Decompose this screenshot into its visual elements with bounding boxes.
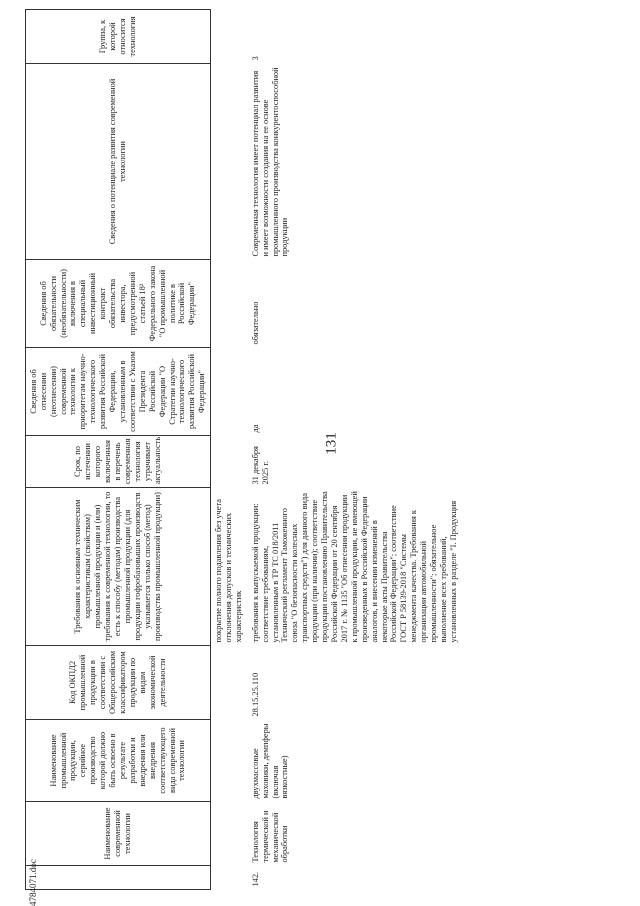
header-priority: Сведения об отнесении (неотнесении) современной технологии к приоритетам научно-технологического развития Российской Федерации, установленным в соответствии с Указом Президента Российской Федерации "О Стратегии научно-технологического развития Российской Федерации" (26, 348, 211, 436)
row-number: 142. (250, 871, 260, 887)
row-product: двухмассовые маховики, демпферы (включая вязкостные) (250, 723, 290, 799)
footer-filename: 4784071.doc (28, 859, 38, 906)
table-header-row (26, 10, 211, 890)
row-potential: Современная технология имеет потенциал развития и имеет возможности создания на ее основе промышленного производства конкурентоспособной продукции (250, 67, 290, 257)
row-okpd2: 28.15.25.110 (250, 672, 260, 717)
header-okpd2: Код ОКПД2 промышленной продукции в соответствии с Общероссийским классификатором продукции по видам экономической деятельности (26, 646, 211, 720)
continued-text: покрытие полного подавления без учета отклонения допусков и технических характеристик (214, 499, 243, 643)
row-term: 31 декабря 2025 г. (250, 446, 270, 485)
header-term: Срок, по истечении которого включенная в перечень современная технология утрачивает актуальность (26, 436, 211, 488)
row-group: 3 (250, 56, 260, 61)
header-obligation: Сведения об обязательности (необязательности) включения в специальный инвестиционный контракт обязательства инвестора, предусмотренной статьей 18² Федерального закона "О промышленной политике в Российской Федерации" (26, 260, 211, 348)
row-requirements: требования к выпускаемой продукции: соответствие требованиям, установленным в ТР ТС 018/2011 Технический регламент Таможенного союза "О безопасности колесных транспортных средств") для данного вида продукции (при наличии); соответствие продукции постановлению Правительства Российской Федерации от 20 сентября 2017 г. № 1135 "Об отнесении продукции к промышленной продукции, не имеющей произведенных в Российской Федерации аналогов, и внесении изменений в некоторые акты Правительства Российской Федерации"; соответствие ГОСТ Р 58139-2018 "Системы менеджмента качества. Требования к организации автомобильной промышленности"; обязательное выполнение всех требований, установленных в разделе "I. Продукция (250, 491, 458, 643)
table-row (248, 10, 459, 890)
page-number: 131 (323, 432, 340, 455)
header-group: Группа, к которой относится технология (26, 10, 211, 64)
technology-table (25, 9, 459, 890)
header-name: Наименование современной технологии (26, 802, 211, 866)
continued-row (211, 10, 248, 890)
row-priority: да (250, 424, 260, 433)
header-requirements: Требования к основным техническим характеристикам (свойствам) промышленной продукции и (или) требования к современной технологии, то есть к способу (методам) производства промышленной продукции (для продукции гофробазовыших производств указывается только способ (метод) производства промышленной продукции) (26, 488, 211, 646)
header-product: Наименование промышленной продукции, серийное производство которой должно быть освоено в результате разработки и внедрения или внедрения соответствующего вида современной технологии (26, 720, 211, 802)
rotated-table-wrapper (25, 10, 615, 890)
row-obligation: обязательно (250, 301, 260, 345)
row-name: Технология термической и механической обработки (250, 810, 290, 863)
header-number (26, 866, 211, 890)
header-potential: Сведения о потенциале развития современной технологии (26, 64, 211, 260)
